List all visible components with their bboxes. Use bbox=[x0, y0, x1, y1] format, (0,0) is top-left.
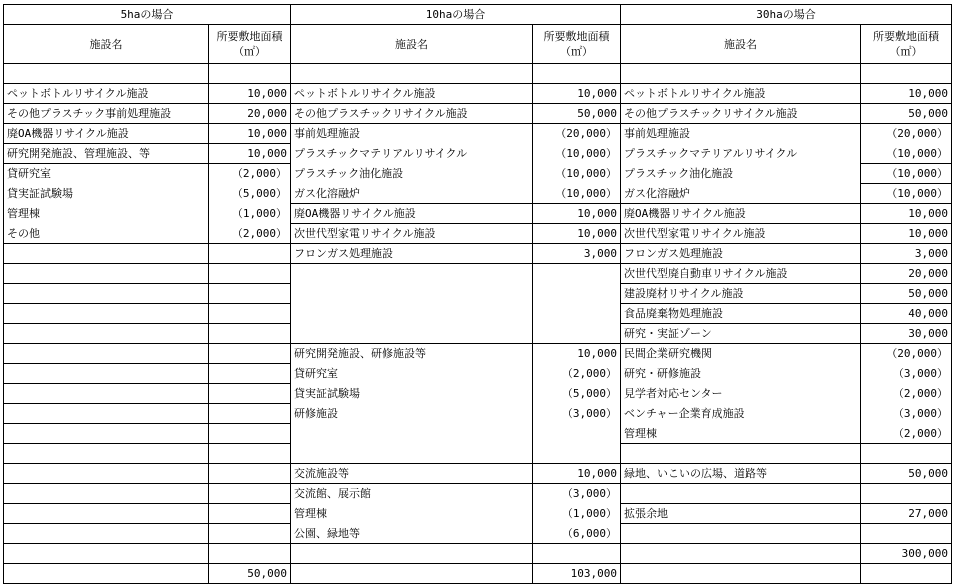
facility-name-cell: 研究・研修施設 bbox=[621, 364, 861, 384]
table-row bbox=[4, 164, 952, 184]
area-value-cell: （10,000） bbox=[533, 144, 621, 164]
facility-name-cell: ペットボトルリサイクル施設 bbox=[291, 84, 533, 104]
facility-name-cell: 民間企業研究機関 bbox=[621, 344, 861, 364]
area-value-cell: 103,000 bbox=[533, 564, 621, 584]
area-value-cell bbox=[209, 284, 291, 304]
area-value-cell: （10,000） bbox=[861, 184, 952, 204]
area-value-cell bbox=[209, 344, 291, 364]
facility-name-cell bbox=[291, 324, 533, 344]
facility-name-cell bbox=[4, 344, 209, 364]
area-value-cell: 20,000 bbox=[209, 104, 291, 124]
area-value-cell bbox=[209, 64, 291, 84]
facility-name-cell bbox=[4, 524, 209, 544]
table-row bbox=[4, 264, 952, 284]
facility-name-cell: 建設廃材リサイクル施設 bbox=[621, 284, 861, 304]
facility-name-cell: 交流施設等 bbox=[291, 464, 533, 484]
land-area-table bbox=[3, 4, 952, 584]
facility-name-cell: プラスチック油化施設 bbox=[291, 164, 533, 184]
area-value-cell: （2,000） bbox=[533, 364, 621, 384]
facility-name-cell: 次世代型廃自動車リサイクル施設 bbox=[621, 264, 861, 284]
table-row bbox=[4, 484, 952, 504]
table-row bbox=[4, 524, 952, 544]
table-row bbox=[4, 424, 952, 444]
facility-name-cell: 管理棟 bbox=[4, 204, 209, 224]
facility-name-cell: 交流館、展示館 bbox=[291, 484, 533, 504]
area-value-cell: 300,000 bbox=[861, 544, 952, 564]
facility-name-cell bbox=[291, 284, 533, 304]
area-value-cell bbox=[209, 484, 291, 504]
area-value-cell bbox=[861, 484, 952, 504]
area-value-cell: （5,000） bbox=[533, 384, 621, 404]
area-value-cell: （20,000） bbox=[533, 124, 621, 144]
facility-name-cell bbox=[291, 444, 533, 464]
facility-name-cell bbox=[4, 244, 209, 264]
area-value-cell: 30,000 bbox=[861, 324, 952, 344]
table-row bbox=[4, 124, 952, 144]
table-row bbox=[4, 64, 952, 84]
facility-name-cell bbox=[291, 304, 533, 324]
area-value-cell: 50,000 bbox=[861, 284, 952, 304]
area-value-cell: （2,000） bbox=[861, 424, 952, 444]
facility-name-cell bbox=[4, 384, 209, 404]
table-row bbox=[4, 544, 952, 564]
table-row bbox=[4, 364, 952, 384]
header-10ha: 10haの場合 bbox=[291, 5, 621, 25]
area-value-cell: 27,000 bbox=[861, 504, 952, 524]
area-value-cell bbox=[209, 404, 291, 424]
area-value-cell bbox=[209, 384, 291, 404]
facility-name-cell: 研修施設 bbox=[291, 404, 533, 424]
area-value-cell bbox=[209, 244, 291, 264]
table-row bbox=[4, 324, 952, 344]
facility-name-cell: 貸研究室 bbox=[291, 364, 533, 384]
area-value-cell: 10,000 bbox=[861, 84, 952, 104]
facility-name-cell: 研究・実証ゾーン bbox=[621, 324, 861, 344]
area-value-cell bbox=[209, 504, 291, 524]
area-value-cell: 40,000 bbox=[861, 304, 952, 324]
facility-name-cell: 研究開発施設、研修施設等 bbox=[291, 344, 533, 364]
area-value-cell: 10,000 bbox=[209, 144, 291, 164]
table-row bbox=[4, 404, 952, 424]
facility-name-cell bbox=[621, 524, 861, 544]
facility-name-cell bbox=[291, 564, 533, 584]
area-value-cell bbox=[533, 424, 621, 444]
facility-name-cell bbox=[4, 464, 209, 484]
area-value-cell bbox=[533, 444, 621, 464]
facility-name-cell bbox=[4, 304, 209, 324]
area-value-cell: 50,000 bbox=[861, 464, 952, 484]
table-row bbox=[4, 464, 952, 484]
header-5ha: 5haの場合 bbox=[4, 5, 291, 25]
area-header-30ha bbox=[861, 25, 952, 64]
table-row bbox=[4, 504, 952, 524]
facility-name-cell bbox=[291, 264, 533, 284]
facility-name-cell bbox=[4, 64, 209, 84]
table-row bbox=[4, 204, 952, 224]
area-value-cell bbox=[533, 324, 621, 344]
area-value-cell bbox=[209, 464, 291, 484]
facility-name-cell: その他プラスチックリサイクル施設 bbox=[621, 104, 861, 124]
table-row bbox=[4, 304, 952, 324]
area-header-label: 所要敷地面積 bbox=[543, 30, 610, 43]
facility-name-cell: 緑地、いこいの広場、道路等 bbox=[621, 464, 861, 484]
area-header-unit: （㎡） bbox=[560, 45, 593, 58]
area-value-cell: 10,000 bbox=[533, 84, 621, 104]
area-value-cell: 10,000 bbox=[209, 124, 291, 144]
area-value-cell: 3,000 bbox=[861, 244, 952, 264]
area-value-cell bbox=[861, 64, 952, 84]
facility-name-cell: 貸研究室 bbox=[4, 164, 209, 184]
area-value-cell: （10,000） bbox=[533, 184, 621, 204]
facility-name-cell: 次世代型家電リサイクル施設 bbox=[291, 224, 533, 244]
area-value-cell: 50,000 bbox=[861, 104, 952, 124]
facility-name-cell bbox=[4, 504, 209, 524]
area-value-cell: （3,000） bbox=[533, 484, 621, 504]
area-value-cell bbox=[533, 544, 621, 564]
area-value-cell bbox=[209, 304, 291, 324]
facility-name-cell: フロンガス処理施設 bbox=[621, 244, 861, 264]
facility-name-cell: 事前処理施設 bbox=[291, 124, 533, 144]
area-value-cell bbox=[861, 444, 952, 464]
area-header-label: 所要敷地面積 bbox=[873, 30, 939, 43]
area-value-cell: （2,000） bbox=[209, 164, 291, 184]
facility-name-cell: 貸実証試験場 bbox=[4, 184, 209, 204]
table-row bbox=[4, 244, 952, 264]
area-value-cell bbox=[209, 444, 291, 464]
facility-name-cell bbox=[291, 544, 533, 564]
area-value-cell: 50,000 bbox=[533, 104, 621, 124]
area-value-cell: （20,000） bbox=[861, 124, 952, 144]
table-row bbox=[4, 104, 952, 124]
area-value-cell bbox=[861, 564, 952, 584]
area-header-10ha bbox=[533, 25, 621, 64]
table-row bbox=[4, 224, 952, 244]
table-row bbox=[4, 384, 952, 404]
area-value-cell: （3,000） bbox=[861, 364, 952, 384]
area-value-cell: （10,000） bbox=[533, 164, 621, 184]
area-value-cell: 20,000 bbox=[861, 264, 952, 284]
facility-name-cell: プラスチックマテリアルリサイクル bbox=[291, 144, 533, 164]
area-value-cell: （10,000） bbox=[861, 164, 952, 184]
facility-name-cell: 貸実証試験場 bbox=[291, 384, 533, 404]
area-value-cell bbox=[533, 64, 621, 84]
area-value-cell bbox=[209, 544, 291, 564]
area-value-cell: 10,000 bbox=[861, 204, 952, 224]
facility-header-30ha: 施設名 bbox=[621, 25, 861, 64]
facility-name-cell bbox=[4, 484, 209, 504]
facility-name-cell: 廃OA機器リサイクル施設 bbox=[621, 204, 861, 224]
area-value-cell: 10,000 bbox=[209, 84, 291, 104]
area-header-label: 所要敷地面積 bbox=[216, 30, 283, 43]
facility-name-cell bbox=[4, 364, 209, 384]
area-value-cell: 10,000 bbox=[861, 224, 952, 244]
area-value-cell: 10,000 bbox=[533, 344, 621, 364]
facility-header-10ha: 施設名 bbox=[291, 25, 533, 64]
area-value-cell: （3,000） bbox=[861, 404, 952, 424]
area-value-cell: （6,000） bbox=[533, 524, 621, 544]
area-value-cell: 10,000 bbox=[533, 224, 621, 244]
area-value-cell: （3,000） bbox=[533, 404, 621, 424]
facility-name-cell: ガス化溶融炉 bbox=[291, 184, 533, 204]
facility-name-cell: 管理棟 bbox=[291, 504, 533, 524]
area-value-cell: （20,000） bbox=[861, 344, 952, 364]
area-header-5ha bbox=[209, 25, 291, 64]
facility-name-cell: ペットボトルリサイクル施設 bbox=[4, 84, 209, 104]
facility-header-5ha: 施設名 bbox=[4, 25, 209, 64]
facility-name-cell bbox=[621, 64, 861, 84]
facility-name-cell: その他プラスチックリサイクル施設 bbox=[291, 104, 533, 124]
area-value-cell: （1,000） bbox=[533, 504, 621, 524]
facility-name-cell bbox=[621, 564, 861, 584]
area-value-cell: （10,000） bbox=[861, 144, 952, 164]
facility-name-cell bbox=[4, 424, 209, 444]
facility-name-cell: 研究開発施設、管理施設、等 bbox=[4, 144, 209, 164]
facility-name-cell: ガス化溶融炉 bbox=[621, 184, 861, 204]
facility-name-cell bbox=[291, 424, 533, 444]
area-value-cell: （2,000） bbox=[209, 224, 291, 244]
facility-name-cell: ペットボトルリサイクル施設 bbox=[621, 84, 861, 104]
facility-name-cell bbox=[4, 564, 209, 584]
table-row bbox=[4, 444, 952, 464]
header-30ha: 30haの場合 bbox=[621, 5, 952, 25]
facility-name-cell bbox=[4, 544, 209, 564]
area-value-cell bbox=[533, 284, 621, 304]
area-value-cell: 3,000 bbox=[533, 244, 621, 264]
area-header-unit: （㎡） bbox=[233, 45, 266, 58]
facility-name-cell: 廃OA機器リサイクル施設 bbox=[291, 204, 533, 224]
facility-name-cell bbox=[4, 444, 209, 464]
area-value-cell bbox=[209, 524, 291, 544]
table-row bbox=[4, 564, 952, 584]
facility-name-cell: 事前処理施設 bbox=[621, 124, 861, 144]
facility-name-cell: 廃OA機器リサイクル施設 bbox=[4, 124, 209, 144]
land-area-table-container bbox=[3, 4, 951, 580]
area-value-cell bbox=[861, 524, 952, 544]
facility-name-cell: 管理棟 bbox=[621, 424, 861, 444]
facility-name-cell: 見学者対応センター bbox=[621, 384, 861, 404]
area-value-cell: （2,000） bbox=[861, 384, 952, 404]
table-row bbox=[4, 84, 952, 104]
facility-name-cell: その他 bbox=[4, 224, 209, 244]
area-value-cell bbox=[533, 304, 621, 324]
facility-name-cell: 食品廃棄物処理施設 bbox=[621, 304, 861, 324]
facility-name-cell: 拡張余地 bbox=[621, 504, 861, 524]
area-value-cell bbox=[209, 264, 291, 284]
area-value-cell: 50,000 bbox=[209, 564, 291, 584]
area-value-cell: （5,000） bbox=[209, 184, 291, 204]
area-value-cell bbox=[209, 424, 291, 444]
facility-name-cell bbox=[621, 484, 861, 504]
facility-name-cell: その他プラスチック事前処理施設 bbox=[4, 104, 209, 124]
facility-name-cell: 次世代型家電リサイクル施設 bbox=[621, 224, 861, 244]
facility-name-cell bbox=[4, 404, 209, 424]
area-value-cell bbox=[209, 364, 291, 384]
facility-name-cell bbox=[4, 284, 209, 304]
table-row bbox=[4, 144, 952, 164]
table-row bbox=[4, 344, 952, 364]
table-row bbox=[4, 184, 952, 204]
area-header-unit: （㎡） bbox=[889, 45, 923, 58]
area-value-cell: 10,000 bbox=[533, 204, 621, 224]
facility-name-cell: ベンチャー企業育成施設 bbox=[621, 404, 861, 424]
area-value-cell: （1,000） bbox=[209, 204, 291, 224]
facility-name-cell bbox=[291, 64, 533, 84]
area-value-cell bbox=[209, 324, 291, 344]
area-value-cell bbox=[533, 264, 621, 284]
facility-name-cell bbox=[4, 324, 209, 344]
facility-name-cell: フロンガス処理施設 bbox=[291, 244, 533, 264]
facility-name-cell: プラスチックマテリアルリサイクル bbox=[621, 144, 861, 164]
area-value-cell: 10,000 bbox=[533, 464, 621, 484]
facility-name-cell bbox=[621, 444, 861, 464]
facility-name-cell bbox=[621, 544, 861, 564]
table-row bbox=[4, 284, 952, 304]
facility-name-cell: 公園、緑地等 bbox=[291, 524, 533, 544]
facility-name-cell bbox=[4, 264, 209, 284]
facility-name-cell: プラスチック油化施設 bbox=[621, 164, 861, 184]
